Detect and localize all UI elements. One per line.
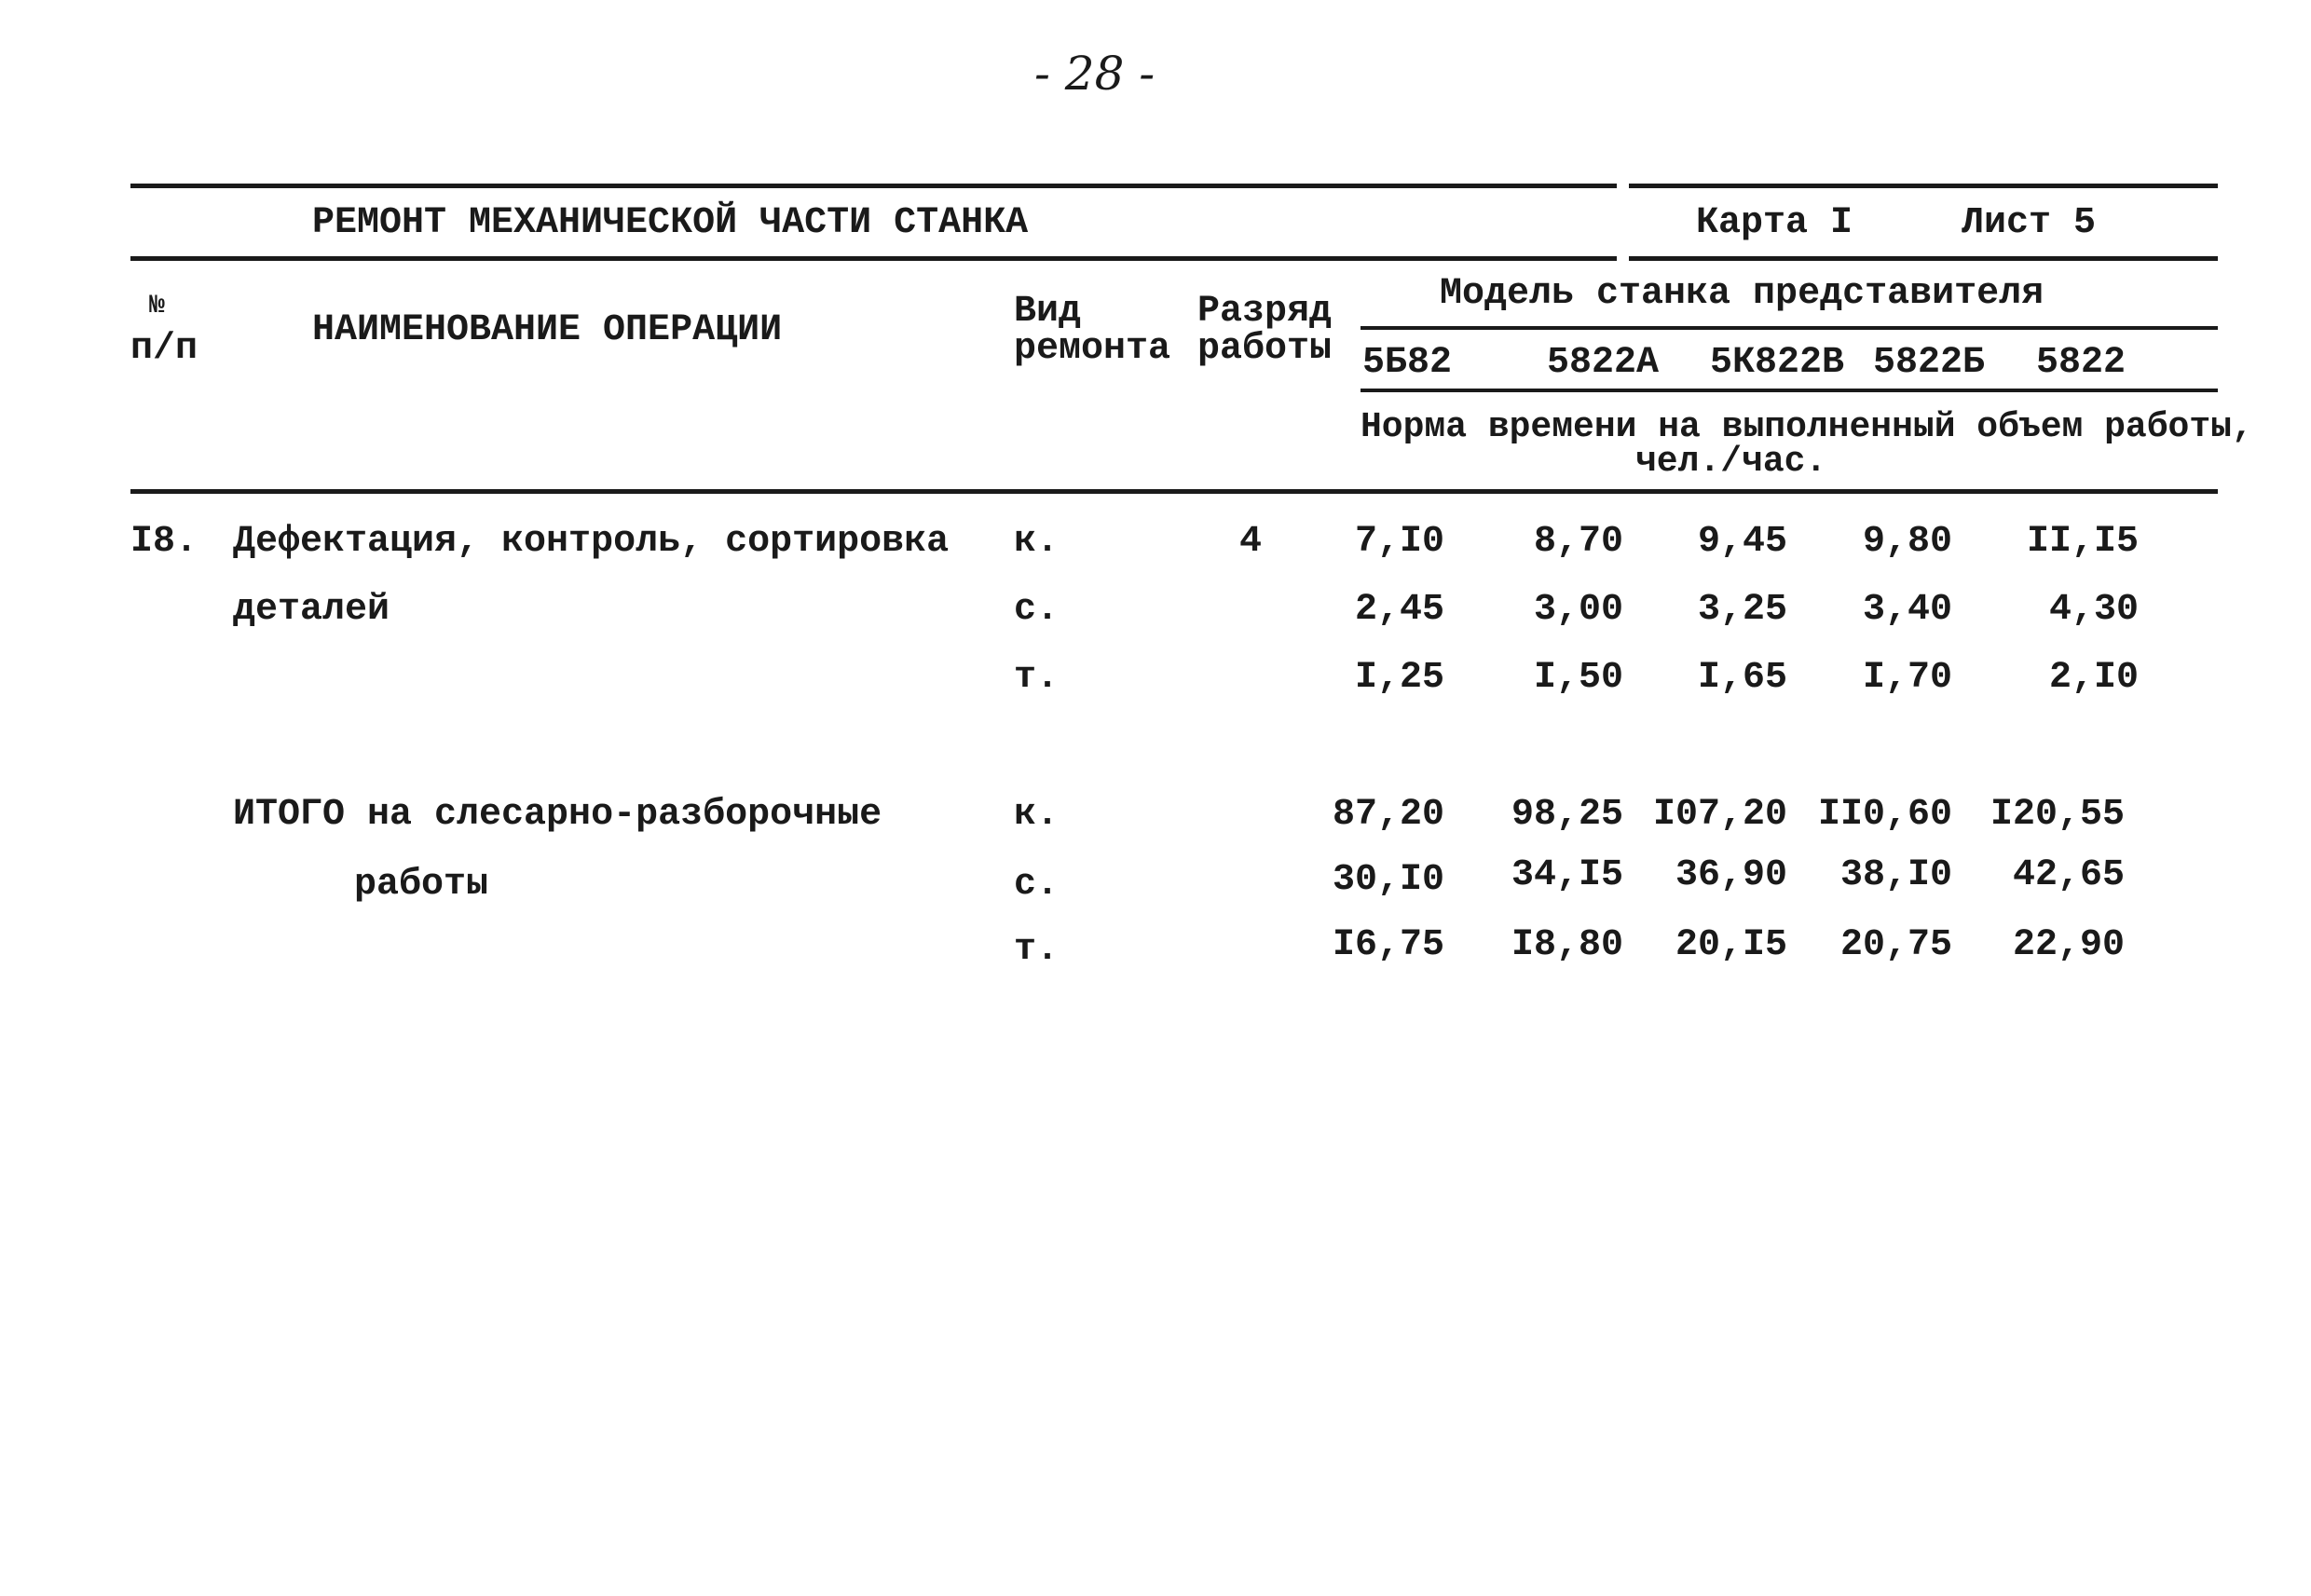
total-value-cell: 98,25 bbox=[1511, 794, 1623, 836]
row-value-cell: I,70 bbox=[1862, 657, 1952, 699]
model-4: 5822Б bbox=[1873, 342, 1986, 384]
row-value-cell: 8,70 bbox=[1533, 521, 1623, 563]
header-rule-right bbox=[1629, 256, 2218, 261]
row-value-cell: II,I5 bbox=[2026, 521, 2139, 563]
total-value-cell: 20,I5 bbox=[1675, 924, 1787, 966]
row-repair-type-k: к. bbox=[1014, 521, 1060, 563]
row-value-cell: 7,I0 bbox=[1354, 521, 1444, 563]
model-1: 5Б82 bbox=[1362, 342, 1453, 384]
total-value-cell: 34,I5 bbox=[1511, 854, 1623, 896]
total-value-cell: I07,20 bbox=[1652, 794, 1787, 836]
column-model-group: Модель станка представителя bbox=[1440, 273, 2044, 315]
column-num-top: № bbox=[149, 292, 165, 321]
total-value-cell: 87,20 bbox=[1332, 794, 1444, 836]
total-value-cell: I6,75 bbox=[1332, 924, 1444, 966]
row-value-cell: 9,80 bbox=[1862, 521, 1952, 563]
column-norm-line1: Норма времени на выполненный объем работы, bbox=[1361, 407, 2253, 447]
card-number: Карта I bbox=[1696, 202, 1853, 244]
row-repair-type-t: т. bbox=[1014, 657, 1060, 699]
row-operation-line2: деталей bbox=[233, 589, 390, 631]
row-value-cell: 3,40 bbox=[1862, 589, 1952, 631]
column-operation: НАИМЕНОВАНИЕ ОПЕРАЦИИ bbox=[312, 309, 783, 351]
total-value-cell: 20,75 bbox=[1839, 924, 1952, 966]
row-value-cell: 4,30 bbox=[2048, 589, 2139, 631]
table-header-bottom-rule bbox=[130, 489, 2218, 494]
column-num-bottom: п/п bbox=[130, 328, 198, 370]
models-rule bbox=[1361, 389, 2218, 392]
column-grade-bottom: работы bbox=[1197, 328, 1333, 370]
total-label-line1: ИТОГО на слесарно-разборочные bbox=[233, 794, 882, 836]
column-grade-top: Разряд bbox=[1197, 291, 1333, 333]
total-label-line2: работы bbox=[354, 864, 489, 906]
total-value-cell: 36,90 bbox=[1675, 854, 1787, 896]
row-value-cell: I,25 bbox=[1354, 657, 1444, 699]
page-number: - 28 - bbox=[1034, 47, 1156, 101]
top-rule-left bbox=[130, 184, 1617, 188]
model-group-rule bbox=[1361, 326, 2218, 330]
total-repair-type-t: т. bbox=[1014, 929, 1060, 971]
row-value-cell: 9,45 bbox=[1697, 521, 1787, 563]
total-repair-type-s: с. bbox=[1014, 864, 1060, 906]
row-grade: 4 bbox=[1239, 521, 1263, 563]
total-value-cell: 22,90 bbox=[2012, 924, 2125, 966]
row-value-cell: I,50 bbox=[1533, 657, 1623, 699]
row-value-cell: 3,00 bbox=[1533, 589, 1623, 631]
column-repair-type-bottom: ремонта bbox=[1014, 328, 1171, 370]
total-value-cell: 38,I0 bbox=[1839, 854, 1952, 896]
model-5: 5822 bbox=[2036, 342, 2126, 384]
row-value-cell: I,65 bbox=[1697, 657, 1787, 699]
row-number: I8. bbox=[130, 521, 198, 563]
sheet-number: Лист 5 bbox=[1962, 202, 2097, 244]
section-title: РЕМОНТ МЕХАНИЧЕСКОЙ ЧАСТИ СТАНКА bbox=[312, 202, 1029, 244]
column-repair-type-top: Вид bbox=[1014, 291, 1082, 333]
total-value-cell: I8,80 bbox=[1511, 924, 1623, 966]
column-norm-line2: чел./час. bbox=[1635, 442, 1827, 482]
model-3: 5К822В bbox=[1710, 342, 1845, 384]
total-value-cell: II0,60 bbox=[1817, 794, 1952, 836]
row-value-cell: 3,25 bbox=[1697, 589, 1787, 631]
total-repair-type-k: к. bbox=[1014, 794, 1060, 836]
row-value-cell: 2,45 bbox=[1354, 589, 1444, 631]
row-value-cell: 2,I0 bbox=[2048, 657, 2139, 699]
row-operation-line1: Дефектация, контроль, сортировка bbox=[233, 521, 950, 563]
model-2: 5822А bbox=[1547, 342, 1660, 384]
row-repair-type-s: с. bbox=[1014, 589, 1060, 631]
top-rule-right bbox=[1629, 184, 2218, 188]
total-value-cell: 42,65 bbox=[2012, 854, 2125, 896]
total-value-cell: I20,55 bbox=[1990, 794, 2125, 836]
total-value-cell: 30,I0 bbox=[1332, 859, 1444, 901]
header-rule-left bbox=[130, 256, 1617, 261]
